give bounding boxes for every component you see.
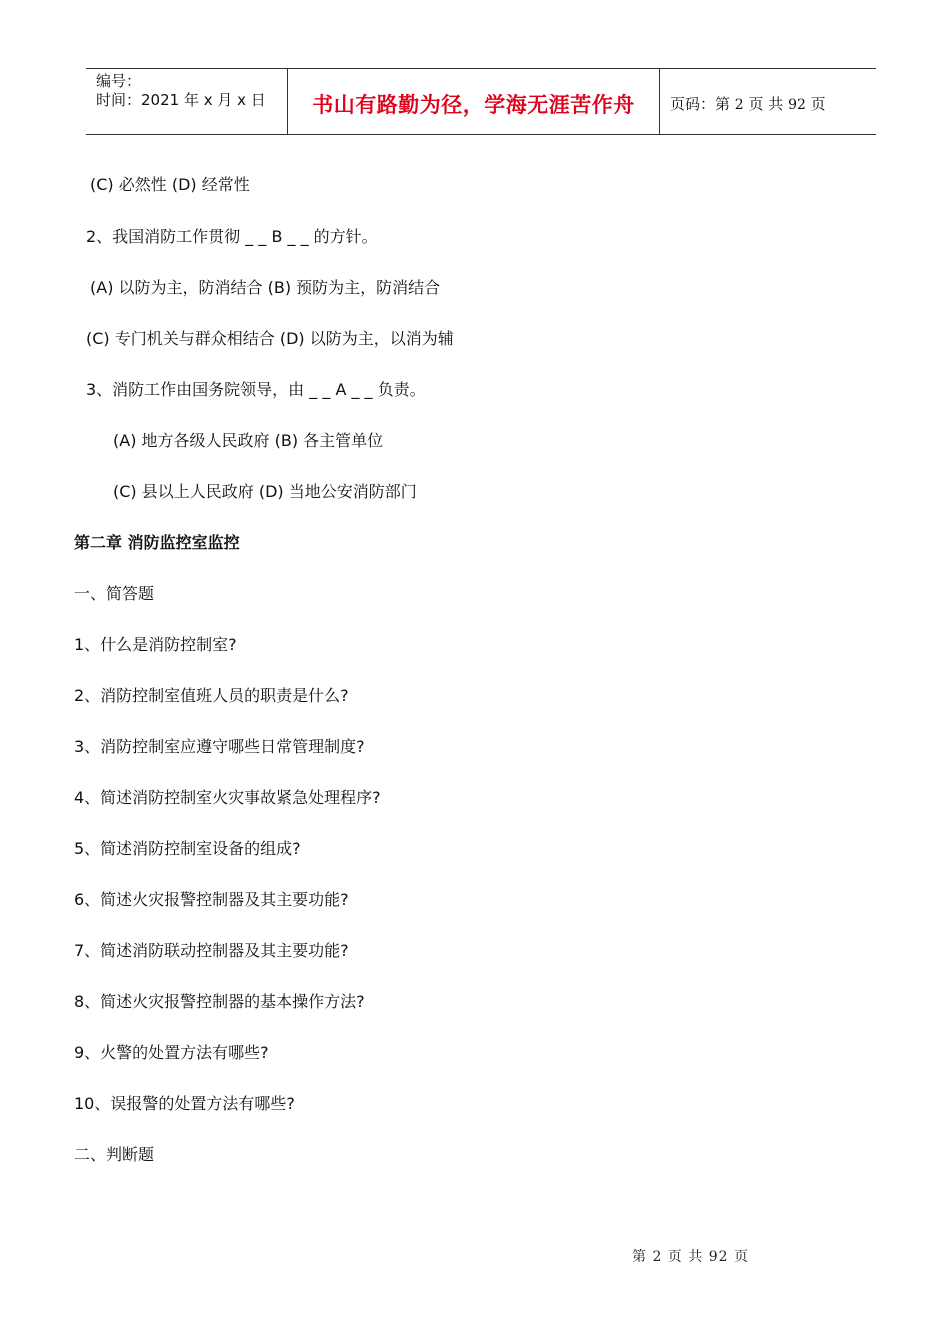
question-line: 3、消防工作由国务院领导，由 _ _ A _ _ 负责。 bbox=[86, 380, 426, 399]
option-line: (C) 县以上人民政府 (D) 当地公安消防部门 bbox=[113, 482, 417, 501]
header-motto: 书山有路勤为径，学海无涯苦作舟 bbox=[312, 93, 635, 117]
option-line: (A) 以防为主，防消结合 (B) 预防为主，防消结合 bbox=[90, 278, 441, 297]
question-line: 3、消防控制室应遵守哪些日常管理制度? bbox=[74, 737, 365, 756]
question-line: 1、什么是消防控制室? bbox=[74, 635, 237, 654]
header-motto-cell bbox=[287, 69, 660, 134]
question-line: 9、火警的处置方法有哪些? bbox=[74, 1043, 269, 1062]
document-code-label: 编号： bbox=[96, 72, 142, 90]
page-current: 2 bbox=[734, 97, 744, 113]
header-meta bbox=[86, 69, 286, 134]
section-heading: 一、简答题 bbox=[74, 584, 155, 603]
document-date: 时间：2021 年 x 月 x 日 bbox=[96, 91, 266, 109]
question-line: 8、简述火灾报警控制器的基本操作方法? bbox=[74, 992, 365, 1011]
page-footer: 第 2 页 共 92 页 bbox=[632, 1249, 749, 1265]
page-total: 92 bbox=[788, 97, 806, 113]
page-header bbox=[86, 68, 876, 135]
option-line: (C) 专门机关与群众相结合 (D) 以防为主，以消为辅 bbox=[86, 329, 454, 348]
option-line: (A) 地方各级人民政府 (B) 各主管单位 bbox=[113, 431, 384, 450]
section-heading: 二、判断题 bbox=[74, 1145, 155, 1164]
question-line: 4、简述消防控制室火灾事故紧急处理程序? bbox=[74, 788, 381, 807]
page-suffix: 页 bbox=[810, 95, 826, 113]
page-middle: 页 共 bbox=[748, 95, 784, 113]
page-prefix: 页码：第 bbox=[670, 95, 731, 113]
question-line: 2、我国消防工作贯彻 _ _ B _ _ 的方针。 bbox=[86, 227, 378, 246]
question-line: 10、误报警的处置方法有哪些? bbox=[74, 1094, 295, 1113]
header-page-number bbox=[670, 69, 876, 134]
question-line: 2、消防控制室值班人员的职责是什么? bbox=[74, 686, 349, 705]
chapter-heading: 第二章 消防监控室监控 bbox=[74, 533, 240, 552]
question-line: 5、简述消防控制室设备的组成? bbox=[74, 839, 301, 858]
question-line: 6、简述火灾报警控制器及其主要功能? bbox=[74, 890, 349, 909]
option-line: (C) 必然性 (D) 经常性 bbox=[90, 175, 250, 194]
question-line: 7、简述消防联动控制器及其主要功能? bbox=[74, 941, 349, 960]
